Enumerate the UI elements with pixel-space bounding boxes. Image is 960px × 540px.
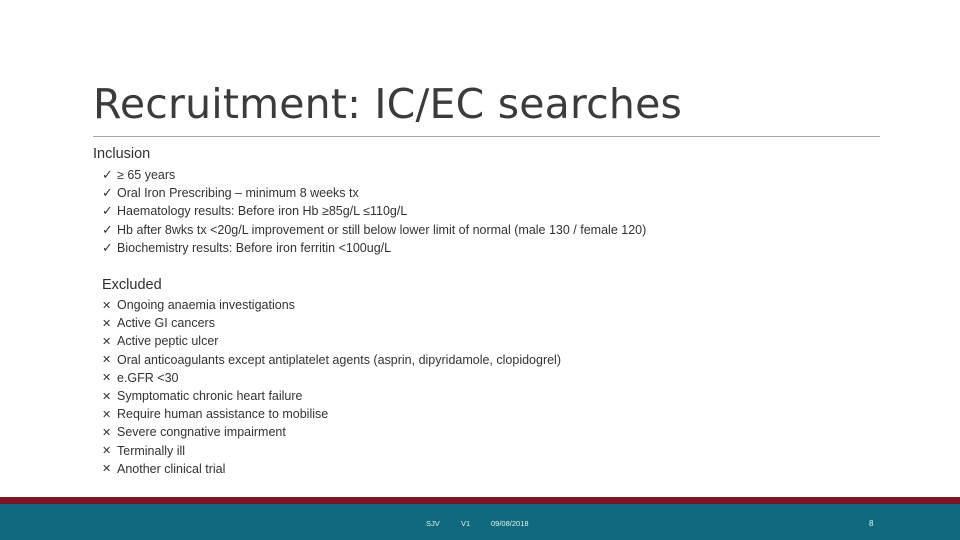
cross-icon: ✕ <box>102 354 112 367</box>
excluded-list <box>102 296 561 478</box>
list-item: ✕ Active peptic ulcer <box>102 334 219 349</box>
list-item: ✕ Another clinical trial <box>102 461 226 476</box>
list-item: ✓ Oral Iron Prescribing – minimum 8 weeks tx <box>102 185 359 201</box>
list-item: ✕ Require human assistance to mobilise <box>102 407 329 422</box>
footer-band <box>0 504 960 540</box>
inclusion-heading: Inclusion <box>93 146 151 162</box>
cross-icon: ✕ <box>102 445 112 458</box>
checkmark-icon: ✓ <box>102 167 113 183</box>
footer-version: V1 <box>461 519 471 528</box>
footer-date: 09/08/2018 <box>491 519 529 528</box>
cross-icon: ✕ <box>102 426 112 439</box>
cross-icon: ✕ <box>102 390 112 403</box>
page-title: Recruitment: IC/EC searches <box>93 80 683 128</box>
list-item: ✕ Terminally ill <box>102 443 186 458</box>
list-item: ✕ Oral anticoagulants except antiplatelet agents (asprin, dipyridamole, clopidogrel) <box>102 352 562 367</box>
list-item: ✓ Hb after 8wks tx <20g/L improvement or still below lower limit of normal (male 130 / female 120) <box>102 221 647 237</box>
page-number: 8 <box>869 519 874 528</box>
cross-icon: ✕ <box>102 408 112 421</box>
list-item: ✓ ≥ 65 years <box>102 167 176 183</box>
cross-icon: ✕ <box>102 372 112 385</box>
footer-accent-stripe <box>0 497 960 504</box>
checkmark-icon: ✓ <box>102 203 113 219</box>
inclusion-list <box>102 166 646 257</box>
list-item: ✓ Biochemistry results: Before iron ferritin <100ug/L <box>102 239 392 255</box>
cross-icon: ✕ <box>102 299 112 312</box>
list-item: ✕ Ongoing anaemia investigations <box>102 298 295 313</box>
footer-author: SJV <box>426 519 440 528</box>
cross-icon: ✕ <box>102 317 112 330</box>
checkmark-icon: ✓ <box>102 221 113 237</box>
checkmark-icon: ✓ <box>102 239 113 255</box>
cross-icon: ✕ <box>102 335 112 348</box>
list-item: ✓ Haematology results: Before iron Hb ≥85g/L ≤110g/L <box>102 203 408 219</box>
list-item: ✕ Active GI cancers <box>102 316 215 331</box>
cross-icon: ✕ <box>102 463 112 476</box>
excluded-heading: Excluded <box>102 277 162 293</box>
checkmark-icon: ✓ <box>102 185 113 201</box>
list-item: ✕ Symptomatic chronic heart failure <box>102 389 303 404</box>
list-item: ✕ Severe congnative impairment <box>102 425 286 440</box>
list-item: ✕ e.GFR <30 <box>102 370 179 385</box>
title-divider <box>93 136 880 137</box>
